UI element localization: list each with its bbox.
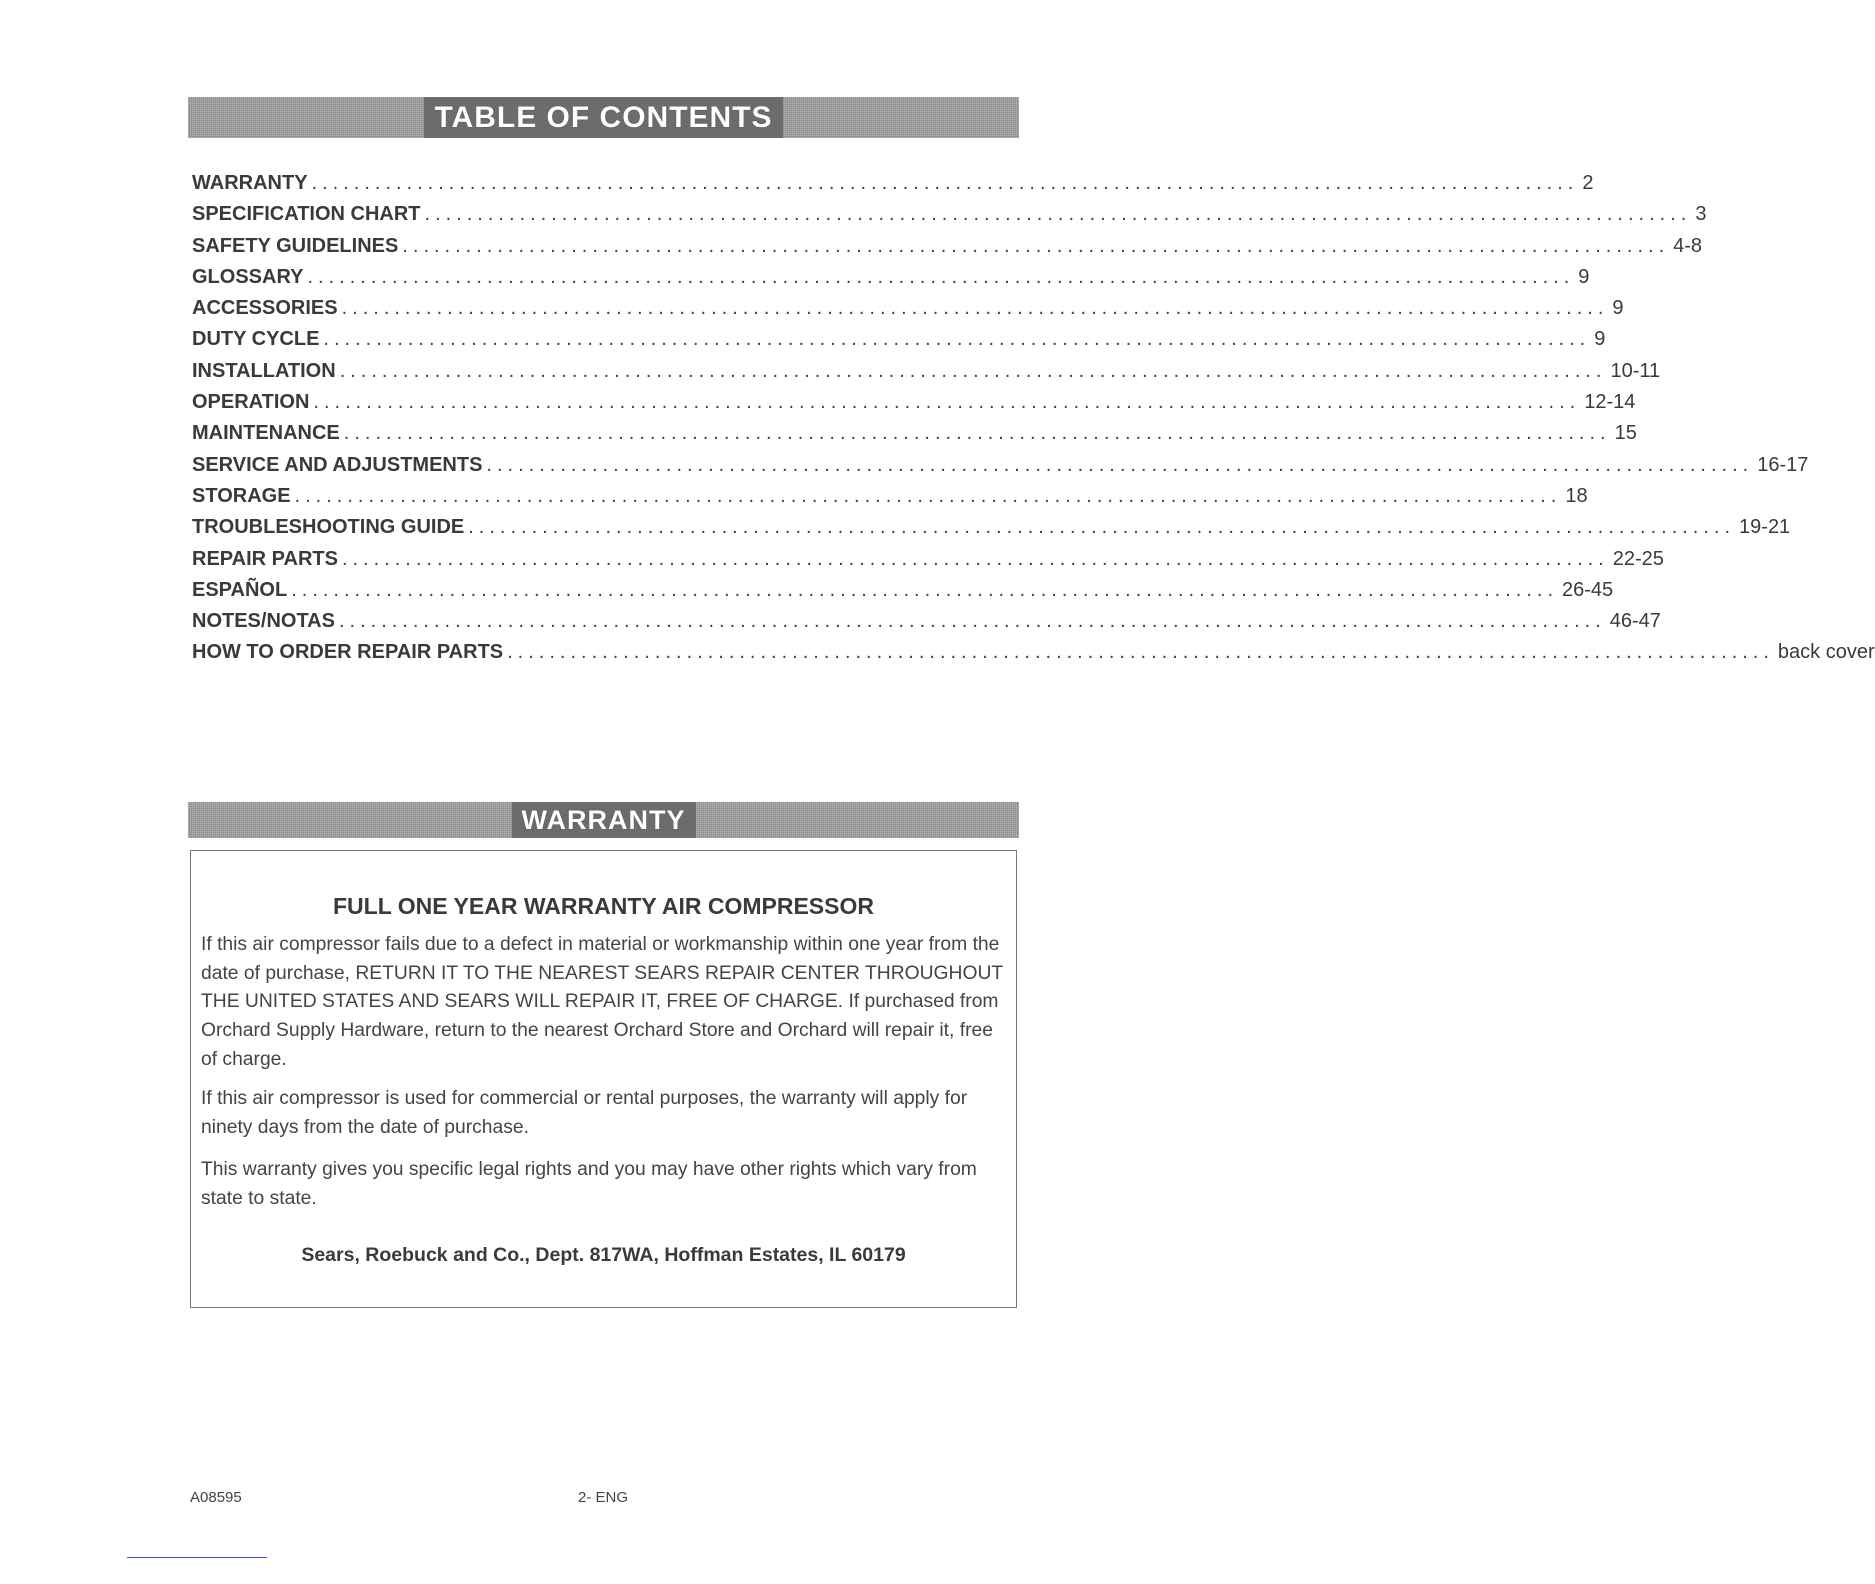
toc-leader-dots: ........................................................................................................................ bbox=[341, 297, 1609, 320]
warranty-box bbox=[190, 850, 1017, 1308]
warranty-paragraph-1: If this air compressor fails due to a defect in material or workmanship within one year from the date of purchase, RETURN IT TO THE NEAREST SEARS REPAIR CENTER THROUGHOUT THE UNITED STATES AND SEARS WILL REPAIR IT, FREE OF CHARGE. If purchased from Orchard Supply Hardware, return to the nearest Orchard Store and Orchard will repair it, free of charge. bbox=[201, 934, 1003, 1070]
toc-entry bbox=[192, 234, 1703, 266]
toc-entry-page: 9 bbox=[1612, 297, 1624, 320]
document-code: A08595 bbox=[190, 1489, 242, 1506]
toc-entry bbox=[192, 641, 1875, 672]
warranty-paragraph-2: If this air compressor is used for commercial or rental purposes, the warranty will apply for ninety days from the date of purchase. bbox=[201, 1088, 968, 1138]
toc-entry bbox=[192, 391, 1636, 422]
toc-list bbox=[192, 172, 1875, 673]
toc-leader-dots: ........................................................................................................................ bbox=[343, 422, 1611, 445]
toc-entry-label: GLOSSARY bbox=[192, 265, 304, 288]
toc-entry-label: ESPAÑOL bbox=[192, 578, 288, 601]
toc-leader-dots: ........................................................................................................................ bbox=[338, 610, 1606, 633]
toc-leader-dots: ........................................................................................................................ bbox=[486, 453, 1754, 476]
toc-entry-page: 26-45 bbox=[1562, 578, 1614, 601]
toc-entry-label: DUTY CYCLE bbox=[192, 328, 320, 351]
toc-entry-label: REPAIR PARTS bbox=[192, 547, 338, 570]
toc-entry bbox=[192, 578, 1614, 610]
toc-entry-page: 9 bbox=[1594, 328, 1606, 351]
warranty-heading: FULL ONE YEAR WARRANTY AIR COMPRESSOR bbox=[333, 893, 874, 919]
toc-leader-dots: ........................................................................................................................ bbox=[313, 391, 1581, 414]
warranty-address: Sears, Roebuck and Co., Dept. 817WA, Hoffman Estates, IL 60179 bbox=[301, 1244, 906, 1266]
toc-entry-page: 3 bbox=[1695, 203, 1707, 226]
toc-entry-page: 9 bbox=[1578, 265, 1590, 288]
toc-entry-page: back cover bbox=[1777, 641, 1875, 664]
toc-entry bbox=[192, 453, 1809, 485]
warranty-banner bbox=[188, 802, 1019, 838]
toc-leader-dots: ........................................................................................................................ bbox=[468, 516, 1736, 539]
toc-entry bbox=[192, 265, 1590, 297]
toc-leader-dots: ........................................................................................................................ bbox=[507, 641, 1774, 664]
toc-entry-page: 18 bbox=[1565, 484, 1588, 507]
page-number: 2- ENG bbox=[578, 1489, 629, 1506]
toc-entry-label: MAINTENANCE bbox=[192, 422, 340, 445]
toc-entry-label: SAFETY GUIDELINES bbox=[192, 234, 399, 257]
toc-entry-label: INSTALLATION bbox=[192, 359, 336, 382]
toc-entry-page: 12-14 bbox=[1584, 391, 1636, 414]
toc-entry bbox=[192, 359, 1661, 391]
toc-leader-dots: ........................................................................................................................ bbox=[341, 547, 1609, 570]
toc-entry bbox=[192, 422, 1637, 453]
toc-entry-label: TROUBLESHOOTING GUIDE bbox=[192, 516, 465, 539]
toc-leader-dots: ........................................................................................................................ bbox=[424, 203, 1692, 226]
bottom-rule bbox=[127, 1557, 267, 1558]
toc-entry-page: 15 bbox=[1614, 422, 1637, 445]
toc-entry bbox=[192, 172, 1594, 203]
toc-entry-label: OPERATION bbox=[192, 391, 310, 414]
toc-entry bbox=[192, 203, 1707, 234]
toc-entry-label: SPECIFICATION CHART bbox=[192, 203, 421, 226]
toc-leader-dots: ........................................................................................................................ bbox=[311, 172, 1579, 194]
warranty-title: WARRANTY bbox=[512, 802, 696, 838]
toc-leader-dots: ........................................................................................................................ bbox=[307, 265, 1575, 288]
toc-entry-page: 46-47 bbox=[1609, 610, 1661, 633]
warranty-paragraph-3: This warranty gives you specific legal rights and you may have other rights which vary from state to state. bbox=[201, 1159, 977, 1209]
toc-entry-label: SERVICE AND ADJUSTMENTS bbox=[192, 453, 483, 476]
toc-leader-dots: ........................................................................................................................ bbox=[339, 359, 1607, 382]
toc-entry bbox=[192, 516, 1791, 547]
toc-leader-dots: ........................................................................................................................ bbox=[294, 484, 1562, 507]
toc-entry-label: NOTES/NOTAS bbox=[192, 610, 335, 633]
toc-banner bbox=[188, 97, 1019, 138]
toc-entry-page: 16-17 bbox=[1757, 453, 1809, 476]
toc-entry bbox=[192, 328, 1606, 359]
toc-leader-dots: ........................................................................................................................ bbox=[291, 578, 1558, 601]
toc-title: TABLE OF CONTENTS bbox=[424, 97, 782, 138]
toc-entry-label: STORAGE bbox=[192, 484, 291, 507]
toc-entry bbox=[192, 547, 1664, 579]
toc-entry bbox=[192, 610, 1661, 641]
toc-entry-label: HOW TO ORDER REPAIR PARTS bbox=[192, 641, 504, 664]
toc-entry-page: 19-21 bbox=[1739, 516, 1791, 539]
toc-entry-page: 2 bbox=[1582, 172, 1594, 194]
toc-entry-page: 22-25 bbox=[1612, 547, 1664, 570]
toc-entry bbox=[192, 297, 1624, 328]
toc-leader-dots: ........................................................................................................................ bbox=[323, 328, 1591, 351]
toc-entry bbox=[192, 484, 1588, 516]
toc-entry-label: WARRANTY bbox=[192, 172, 308, 194]
toc-entry-page: 4-8 bbox=[1673, 234, 1703, 257]
toc-leader-dots: ........................................................................................................................ bbox=[402, 234, 1670, 257]
toc-entry-page: 10-11 bbox=[1610, 359, 1661, 382]
toc-entry-label: ACCESSORIES bbox=[192, 297, 338, 320]
